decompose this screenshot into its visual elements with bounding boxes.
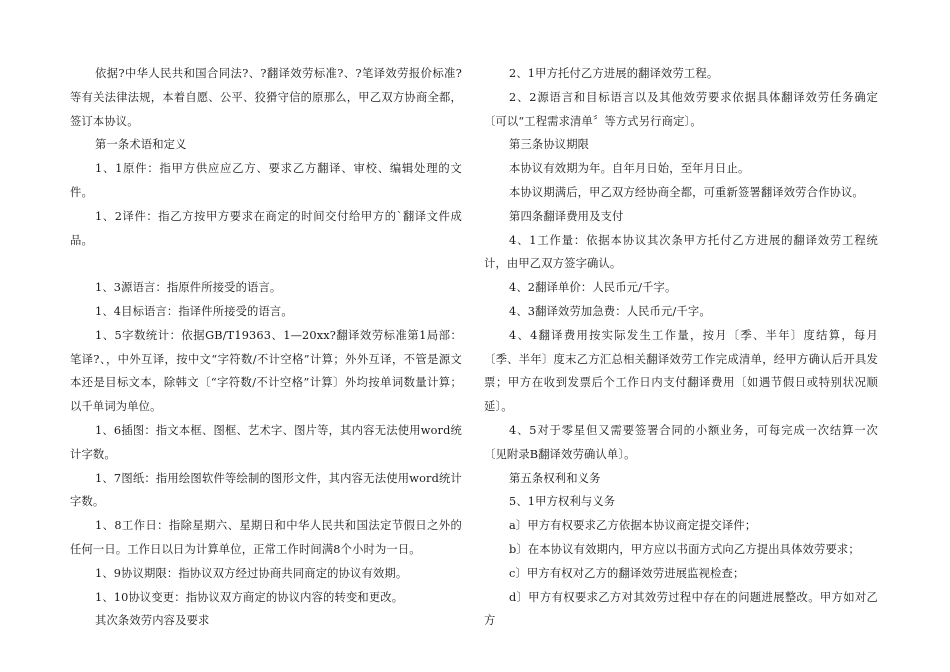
heading-article-1: 第一条术语和定义 [95,138,187,152]
paragraph-1-8: 1、8工作日：指除星期六、星期日和中华人民共和国法定节假日之外的任何一日。工作日以日为计算单位，正常工作时间满8个小时为一日。 [70,519,462,556]
paragraph-1-3: 1、3源语言：指原件所接受的语言。 [95,281,282,295]
paragraph-1-5: 1、5字数统计：依据GB/T19363、1—20xx?翻译效劳标准第1局部：笔译?、，中外互译，按中文“字符数/不计空格”计算；外外互译，不管是源文本还是目标文本，除韩文〔“字符数/不计空格”计算〕外均按单词数量计算；以千单词为单位。 [70,328,462,414]
paragraph-1-4: 1、4目标语言：指译件所接受的语言。 [95,304,293,318]
paragraph-5-1-b: b〕在本协议有效期内，甲方应以书面方式向乙方提出具体效劳要求； [509,542,860,556]
blank-line [70,252,462,276]
paragraph-5-1: 5、1甲方权利与义务 [509,495,616,509]
paragraph-5-1-a: a〕甲方有权要求乙方依据本协议商定提交译件； [509,519,757,533]
heading-article-2: 其次条效劳内容及要求 [95,614,210,628]
paragraph-2-2: 2、2源语言和目标语言以及其他效劳要求依据具体翻译效劳任务确定〔可以“工程需求清单〞等方式另行商定〕。 [484,90,878,128]
paragraph-1-7: 1、7图纸：指用绘图软件等绘制的图形文件，其内容无法使用word统计字数。 [70,471,462,509]
paragraph-1-9: 1、9协议期限：指协议双方经过协商共同商定的协议有效期。 [95,566,408,580]
paragraph-5-1-c: c〕甲方有权对乙方的翻译效劳进展监视检查； [509,566,745,580]
paragraph-4-4: 4、4翻译费用按实际发生工作量，按月〔季、半年〕度结算，每月〔季、半年〕度末乙方汇总相关翻译效劳工作完成清单，经甲方确认后开具发票；甲方在收到发票后个工作日内支付翻译费用〔如遇节假日或特别状况顺延〕。 [484,328,878,414]
heading-article-3: 第三条协议期限 [509,138,590,152]
paragraph-5-1-d: d〕甲方有权要求乙方对其效劳过程中存在的问题进展整改。甲方如对乙方 [484,590,878,628]
paragraph-4-5: 4、5对于零星但又需要签署合同的小额业务，可每完成一次结算一次〔见附录B翻译效劳确认单〕。 [484,423,878,461]
paragraph-1-1: 1、1原件：指甲方供应应乙方、要求乙方翻译、审校、编辑处理的文件。 [70,162,462,199]
paragraph-renewal: 本协议期满后，甲乙双方经协商全都，可重新签署翻译效劳合作协议。 [509,185,864,199]
paragraph-2-1: 2、1甲方托付乙方进展的翻译效劳工程。 [509,67,719,80]
right-column [484,62,878,633]
left-column [70,62,462,633]
paragraph-1-10: 1、10协议变更：指协议双方商定的协议内容的转变和更改。 [95,590,404,604]
paragraph-4-2: 4、2翻译单价：人民币元/千字。 [509,281,677,295]
heading-article-5: 第五条权利和义务 [509,471,601,485]
paragraph-1-6: 1、6插图：指文本框、图框、艺术字、图片等，其内容无法使用word统计字数。 [70,423,462,461]
paragraph-term: 本协议有效期为年。自年月日始，至年月日止。 [509,162,750,176]
paragraph-4-3: 4、3翻译效劳加急费：人民币元/千字。 [509,304,711,318]
paragraph-1-2: 1、2译件：指乙方按甲方要求在商定的时间交付给甲方的`翻译文件成品。 [70,209,462,247]
heading-article-4: 第四条翻译费用及支付 [509,209,624,223]
paragraph-preamble: 依据?中华人民共和国合同法?、?翻译效劳标准?、?笔译效劳报价标准?等有关法律法规，本着自愿、公平、狡猾守信的原那么，甲乙双方协商全都，签订本协议。 [70,67,462,128]
paragraph-4-1: 4、1工作量：依据本协议其次条甲方托付乙方进展的翻译效劳工程统计，由甲乙双方签字确认。 [484,233,878,271]
